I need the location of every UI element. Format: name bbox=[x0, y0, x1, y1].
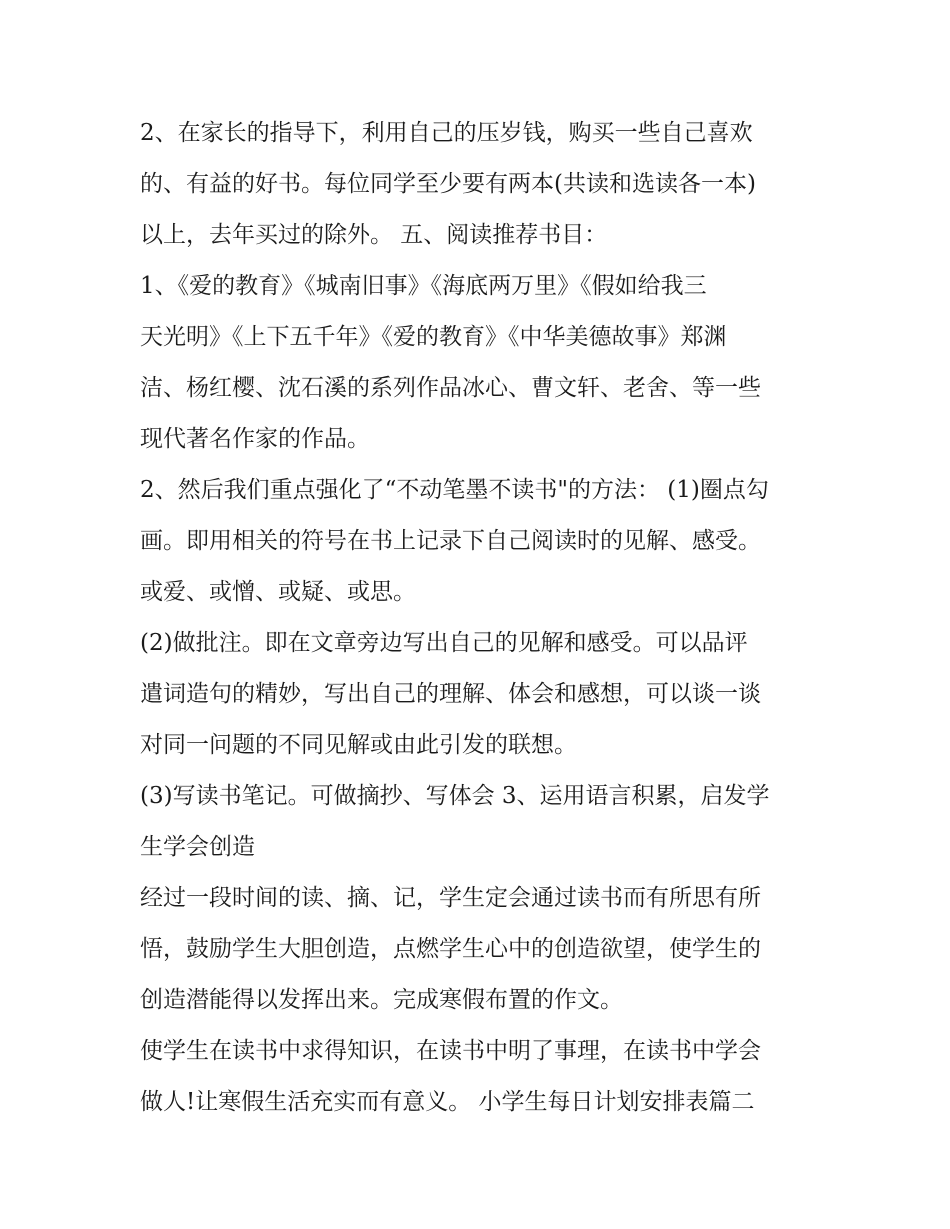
text-line: 经过一段时间的读、摘、记，学生定会通过读书而有所思有所 bbox=[140, 885, 761, 911]
text-line: 2、在家长的指导下，利用自己的压岁钱，购买一些自己喜欢 bbox=[140, 120, 753, 146]
text-line: 悟，鼓励学生大胆创造，点燃学生心中的创造欲望，使学生的 bbox=[140, 936, 761, 962]
text-line: 的、有益的好书。每位同学至少要有两本(共读和选读各一本) bbox=[140, 171, 756, 197]
text-line: 以上，去年买过的除外。 五、阅读推荐书目： bbox=[140, 222, 608, 248]
text-line: 创造潜能得以发挥出来。完成寒假布置的作文。 bbox=[140, 987, 623, 1013]
text-line: (3)写读书笔记。可做摘抄、写体会 3、运用语言积累，启发学 bbox=[140, 783, 770, 809]
text-line: (2)做批注。即在文章旁边写出自己的见解和感受。可以品评 bbox=[140, 630, 748, 656]
text-line: 天光明》《上下五千年》《爱的教育》《中华美德故事》郑渊 bbox=[140, 324, 727, 350]
text-line: 使学生在读书中求得知识，在读书中明了事理，在读书中学会 bbox=[140, 1038, 761, 1064]
text-line: 做人!让寒假生活充实而有意义。 小学生每日计划安排表篇二 bbox=[140, 1089, 755, 1115]
text-line: 2、然后我们重点强化了“不动笔墨不读书"的方法： (1)圈点勾 bbox=[140, 477, 769, 503]
document-body bbox=[140, 108, 820, 1128]
text-line: 现代著名作家的作品。 bbox=[140, 426, 370, 452]
text-line: 生学会创造 bbox=[140, 834, 255, 860]
text-line: 对同一问题的不同见解或由此引发的联想。 bbox=[140, 732, 577, 758]
text-line: 遣词造句的精妙，写出自己的理解、体会和感想，可以谈一谈 bbox=[140, 681, 761, 707]
text-line: 洁、杨红樱、沈石溪的系列作品冰心、曹文轩、老舍、等一些 bbox=[140, 375, 761, 401]
text-line: 1、《爱的教育》《城南旧事》《海底两万里》《假如给我三 bbox=[140, 273, 707, 299]
text-line: 或爱、或憎、或疑、或思。 bbox=[140, 579, 416, 605]
text-line: 画。即用相关的符号在书上记录下自己阅读时的见解、感受。 bbox=[140, 528, 761, 554]
